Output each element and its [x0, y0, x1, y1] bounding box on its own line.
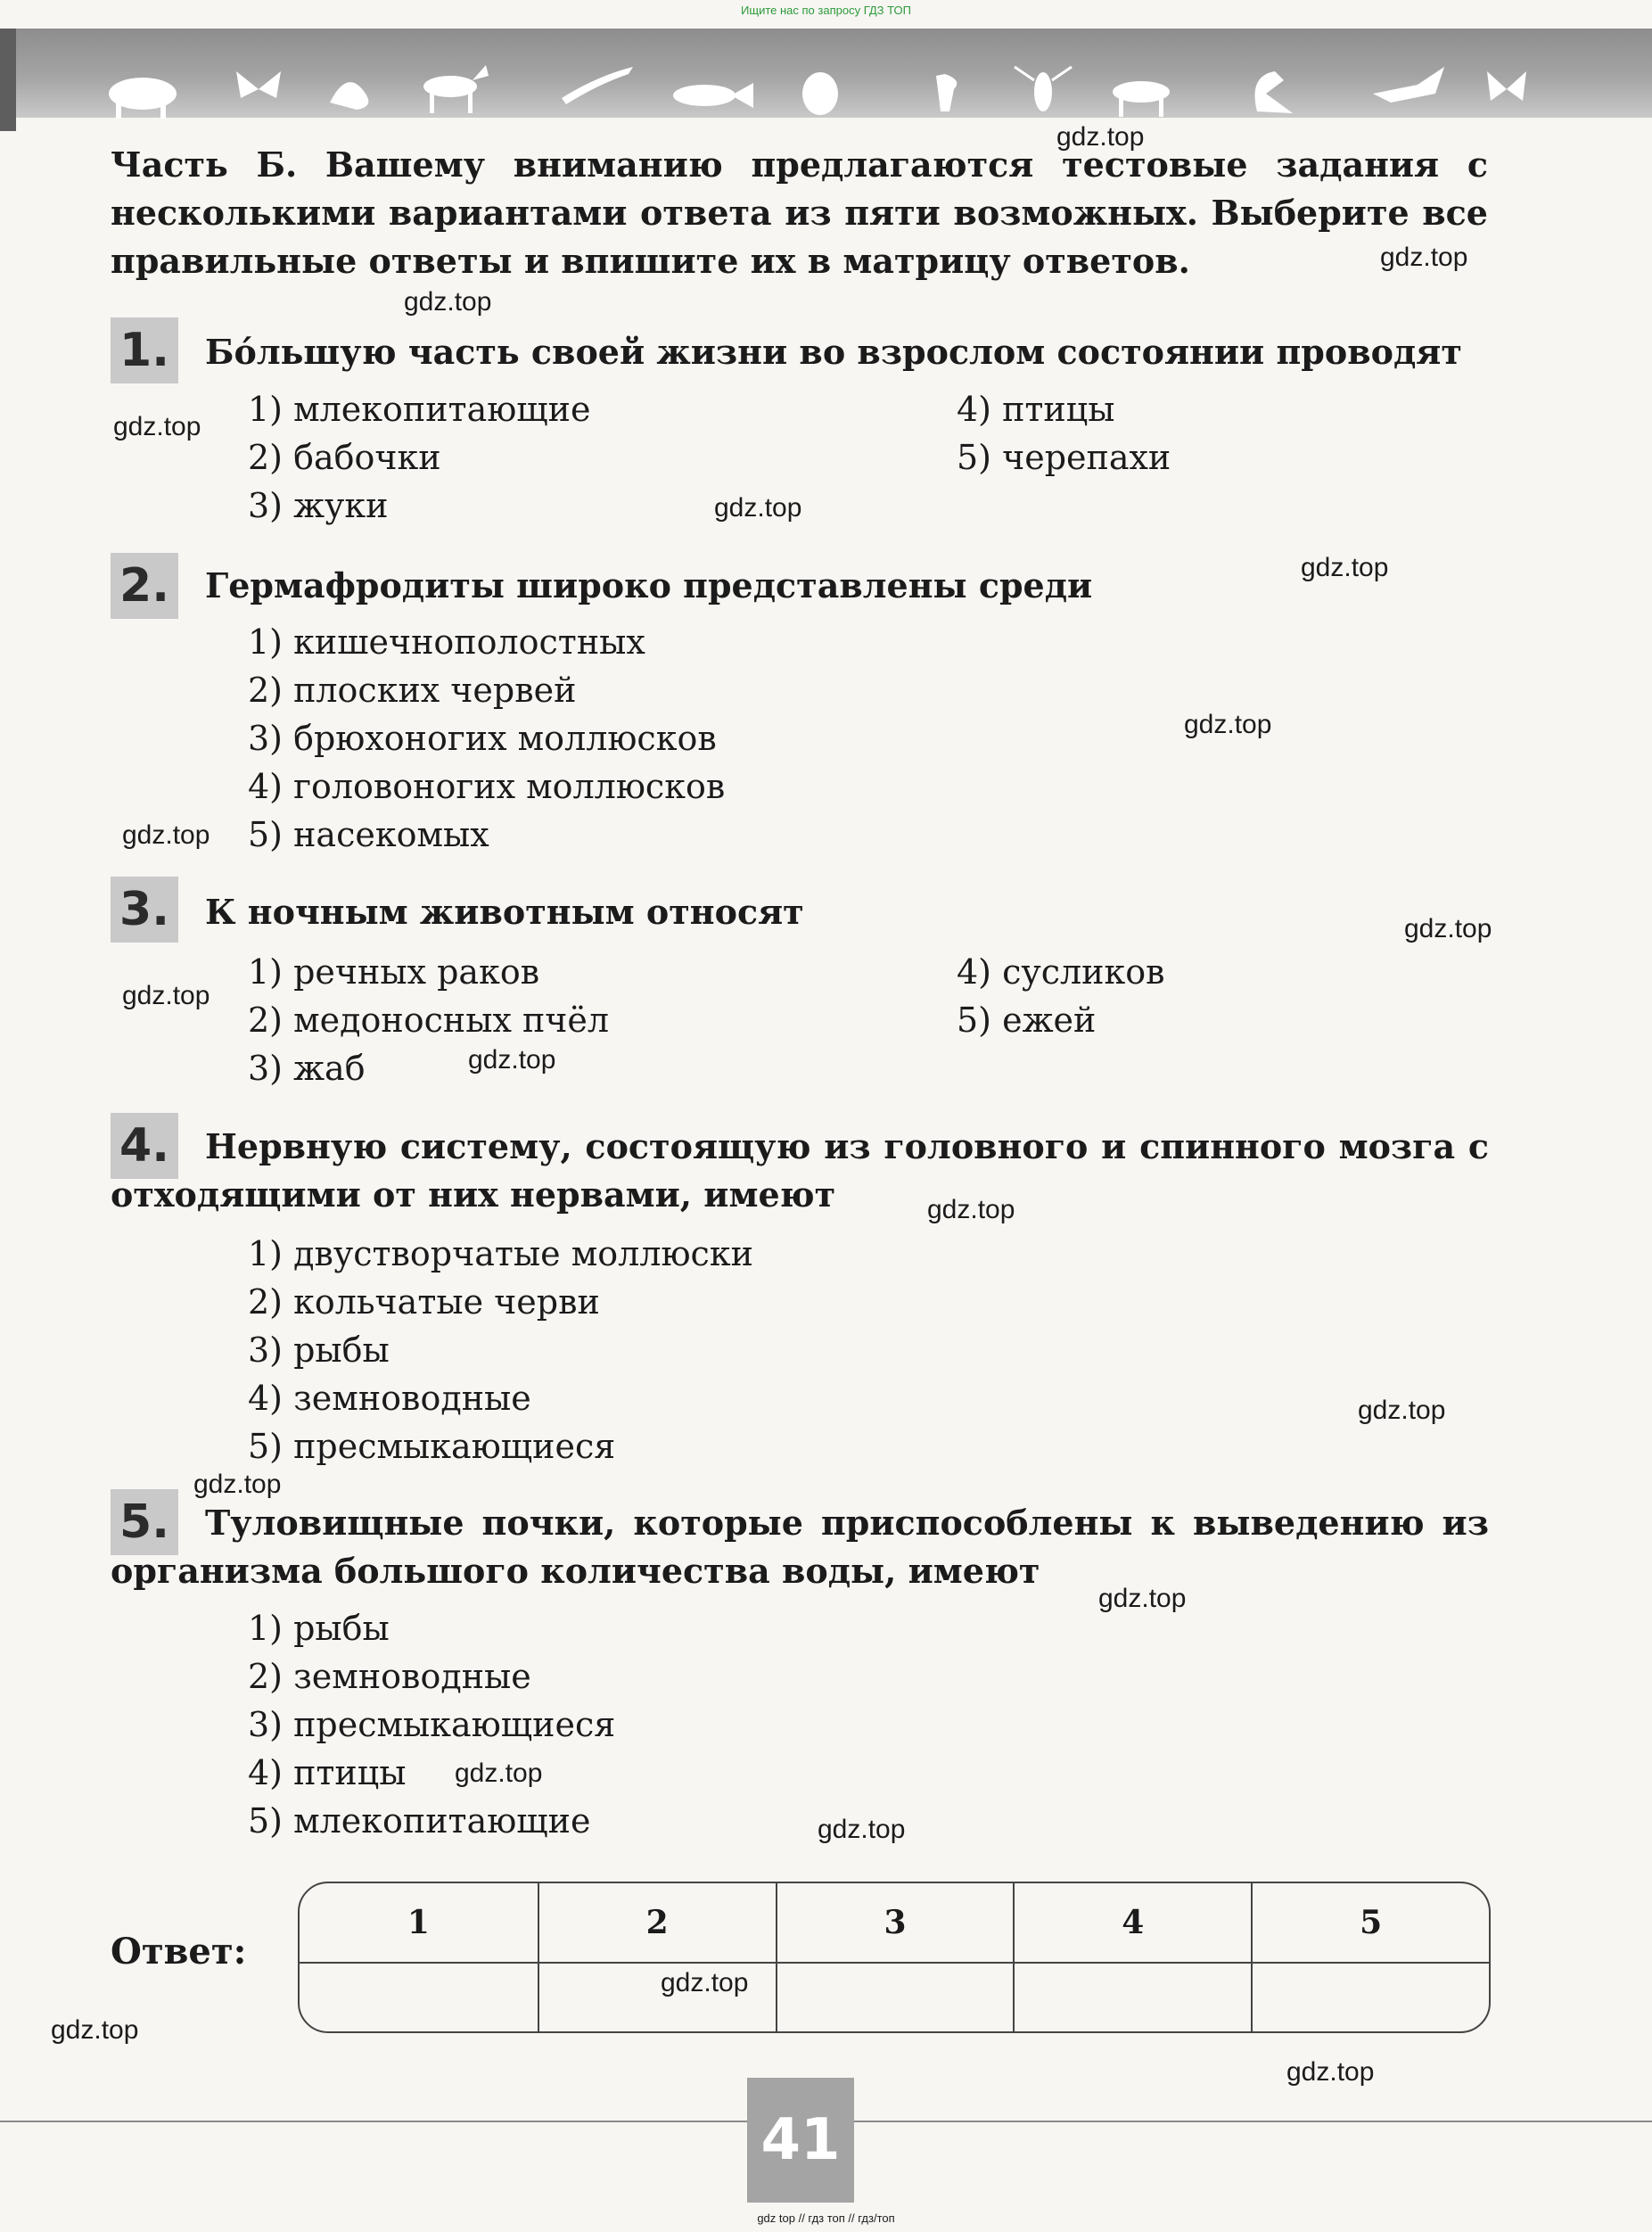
horse-icon [423, 65, 489, 113]
answer-cell[interactable] [300, 1964, 538, 2031]
page-number: 41 [747, 2078, 854, 2203]
option: 1) млекопитающие [248, 390, 591, 429]
watermark: gdz.top [1056, 122, 1145, 152]
answer-column-header: 5 [1251, 1883, 1489, 1964]
option: 1) рыбы [248, 1609, 390, 1648]
butterfly-icon [1487, 71, 1526, 101]
answer-cell[interactable] [776, 1964, 1014, 2031]
watermark: gdz.top [122, 981, 210, 1010]
option: 2) плоских червей [248, 671, 577, 710]
fish-icon [673, 83, 753, 108]
lizard-icon [562, 67, 633, 104]
option: 1) двустворчатые моллюски [248, 1234, 753, 1273]
watermark: gdz.top [122, 820, 210, 850]
watermark: gdz.top [1301, 553, 1389, 582]
option: 1) кишечнополостных [248, 622, 645, 662]
option: 3) жаб [248, 1049, 366, 1088]
watermark: gdz.top [1184, 710, 1272, 739]
answer-label: Ответ: [111, 1931, 247, 1973]
watermark: gdz.top [1286, 2057, 1375, 2087]
side-strip [0, 29, 16, 131]
answer-column-header: 4 [1013, 1883, 1251, 1964]
insect-icon [1015, 67, 1072, 111]
answer-matrix [298, 1882, 1491, 2033]
option: 2) медоносных пчёл [248, 1001, 610, 1040]
question-number: 4. [111, 1113, 178, 1179]
watermark: gdz.top [1404, 914, 1492, 943]
option: 5) насекомых [248, 815, 489, 854]
watermark: gdz.top [1358, 1396, 1446, 1425]
option: 5) черепахи [957, 438, 1171, 477]
option: 4) птицы [248, 1753, 407, 1792]
answer-column-header: 3 [776, 1883, 1014, 1964]
option: 4) земноводные [248, 1379, 531, 1418]
watermark: gdz.top [1380, 243, 1468, 272]
option: 2) земноводные [248, 1657, 531, 1696]
option: 4) птицы [957, 390, 1115, 429]
section-instructions: Вашему вниманию предлагаются тестовые задания с несколькими вариантами ответа из пяти возможных. Выберите все правильные ответы и впишите их в матрицу ответов. [111, 144, 1488, 281]
butterfly-icon [236, 71, 281, 98]
question-text: Гермафродиты широко представлены среди [205, 565, 1093, 605]
option: 3) жуки [248, 486, 389, 525]
question-text: Нервную систему, состоящую из головного и спинного мозга с отходящими от них нервами, имеют [111, 1126, 1489, 1215]
section-intro [111, 141, 1488, 285]
top-note: Ищите нас по запросу ГДЗ ТОП [741, 4, 911, 17]
watermark: gdz.top [1098, 1584, 1187, 1613]
animal-silhouettes-banner [107, 58, 1533, 120]
watermark: gdz.top [714, 493, 802, 523]
question-number: 1. [111, 317, 178, 383]
answer-column-header: 2 [538, 1883, 776, 1964]
bison-icon [109, 78, 177, 119]
question-number: 5. [111, 1489, 178, 1555]
question-text: К ночным животным относят [205, 892, 804, 932]
watermark: gdz.top [818, 1815, 906, 1844]
option: 2) бабочки [248, 438, 441, 477]
scorpion-icon [330, 82, 368, 110]
heron-icon [936, 74, 957, 111]
watermark: gdz.top [927, 1195, 1015, 1224]
answer-column-header: 1 [300, 1883, 538, 1964]
question-number: 2. [111, 553, 178, 619]
option: 5) пресмыкающиеся [248, 1427, 616, 1466]
option: 4) сусликов [957, 952, 1165, 992]
option: 1) речных раков [248, 952, 540, 992]
answer-cell[interactable] [1013, 1964, 1251, 2031]
watermark: gdz.top [193, 1470, 282, 1499]
beetle-icon [802, 72, 838, 115]
bottom-note: gdz top // гдз топ // гдз/топ [757, 2211, 895, 2225]
option: 5) ежей [957, 1001, 1097, 1040]
watermark: gdz.top [468, 1045, 556, 1075]
option: 3) рыбы [248, 1330, 390, 1370]
option: 5) млекопитающие [248, 1801, 591, 1841]
question-text: Бóльшую часть своей жизни во взрослом состоянии проводят [205, 332, 1462, 372]
watermark: gdz.top [661, 1968, 749, 1997]
watermark: gdz.top [51, 2015, 139, 2045]
watermark: gdz.top [113, 412, 201, 441]
option: 3) брюхоногих моллюсков [248, 719, 717, 758]
watermark: gdz.top [404, 287, 492, 317]
kangaroo-icon [1255, 71, 1294, 113]
option: 2) кольчатые черви [248, 1282, 600, 1322]
watermark: gdz.top [455, 1758, 543, 1788]
answer-cell[interactable] [1251, 1964, 1489, 2031]
section-lead: Часть Б. [111, 144, 298, 185]
bird-icon [1373, 67, 1444, 103]
deer-icon [1113, 81, 1170, 117]
option: 4) головоногих моллюсков [248, 767, 726, 806]
option: 3) пресмыкающиеся [248, 1705, 616, 1744]
question-number: 3. [111, 877, 178, 943]
question-text: Туловищные почки, которые приспособлены к выведению из организма большого количества воды, имеют [111, 1503, 1489, 1591]
